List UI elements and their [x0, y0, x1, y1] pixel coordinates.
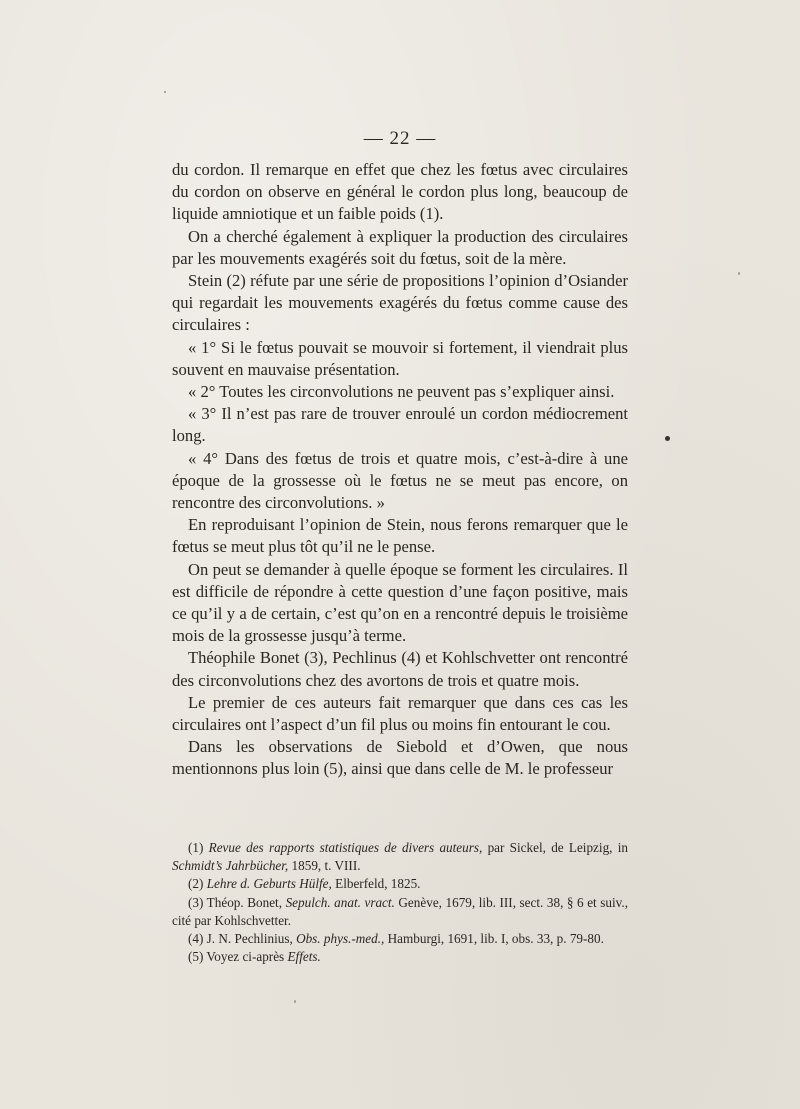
- paragraph: Théophile Bonet (3), Pechlinus (4) et Kohlschvetter ont rencontré des circonvolutions chez des avortons de trois et quatre mois.: [172, 648, 628, 690]
- footnote-text: Genève, 1679, lib. III, sect. 38, § 6 et suiv., cité par Kohlschvetter.: [172, 894, 628, 928]
- footnotes: [172, 839, 628, 966]
- paper-speck: [164, 91, 166, 93]
- footnote-text: Elberfeld, 1825.: [331, 876, 421, 892]
- footnote-text: (5) Voyez ci-après: [188, 949, 288, 965]
- footnote-text: par Sickel, de Leipzig, in: [482, 840, 628, 855]
- footnote-text: (4) J. N. Pechlinius,: [188, 931, 297, 947]
- footnote-4: [172, 930, 628, 948]
- footnote-text: Hamburgi, 1691, lib. I, obs. 33, p. 79-80.: [384, 931, 604, 947]
- paragraph: Dans les observations de Siebold et d’Owen, que nous mentionnons plus loin (5), ainsi que dans celle de M. le professeur: [172, 737, 628, 779]
- footnote-text: (2): [188, 876, 207, 892]
- paragraph: On a cherché également à expliquer la production des circulaires par les mouvements exagérés soit du fœtus, soit de la mère.: [172, 226, 628, 268]
- footnote-title: Lehre d. Geburts Hülfe,: [206, 876, 332, 892]
- footnote-text: (1): [188, 840, 209, 855]
- paragraph: « 3° Il n’est pas rare de trouver enroulé un cordon médiocrement long.: [172, 404, 628, 446]
- footnote-5: [172, 948, 628, 966]
- footnote-1: [172, 839, 628, 875]
- paragraph: « 1° Si le fœtus pouvait se mouvoir si fortement, il viendrait plus souvent en mauvaise présentation.: [172, 337, 628, 379]
- footnote-title: Obs. phys.-med.,: [296, 931, 385, 947]
- paragraph: Le premier de ces auteurs fait remarquer que dans ces cas les circulaires ont l’aspect d’un fil plus ou moins fin entourant le cou.: [172, 692, 628, 735]
- paragraph: En reproduisant l’opinion de Stein, nous ferons remarquer que le fœtus se meut plus tôt qu’il ne le pense.: [172, 515, 628, 557]
- footnote-3: [172, 894, 628, 930]
- paragraph: On peut se demander à quelle époque se forment les circulaires. Il est difficile de répondre à cette question d’une façon positive, mais ce qu’il y a de certain, c’est qu’on en a rencontré depuis le troisième mois de la grossesse jusqu’à terme.: [172, 559, 628, 646]
- paragraph: Stein (2) réfute par une série de propositions l’opinion d’Osiander qui regardait les mouvements exagérés du fœtus comme cause des circulaires :: [172, 271, 628, 335]
- paragraph: du cordon. Il remarque en effet que chez les fœtus avec circulaires du cordon on observe en général le cordon plus long, beaucoup de liquide amniotique et un faible poids (1).: [172, 160, 628, 224]
- footnote-title: Effets.: [287, 949, 321, 965]
- footnote-text: (3) Théop. Bonet,: [188, 894, 286, 910]
- paragraph: « 4° Dans des fœtus de trois et quatre mois, c’est-à-dire à une époque de la grossesse où le fœtus ne se meut pas encore, on rencontre des circonvolutions. »: [172, 448, 628, 513]
- page-number: — 22 —: [363, 128, 437, 149]
- paragraph: « 2° Toutes les circonvolutions ne peuvent pas s’expliquer ainsi.: [188, 382, 615, 402]
- footnote-title: Revue des rapports statistiques de divers auteurs,: [208, 840, 483, 855]
- body-text: [172, 159, 628, 781]
- paper-speck: [665, 436, 670, 441]
- footnote-title: Schmidt’s Jahrbücher,: [172, 858, 289, 874]
- footnote-2: [172, 875, 628, 893]
- footnote-title: Sepulch. anat. vract.: [285, 894, 395, 910]
- footnote-text: 1859, t. VIII.: [288, 858, 361, 874]
- paper-speck: [738, 272, 740, 275]
- paper-speck: [294, 1000, 296, 1003]
